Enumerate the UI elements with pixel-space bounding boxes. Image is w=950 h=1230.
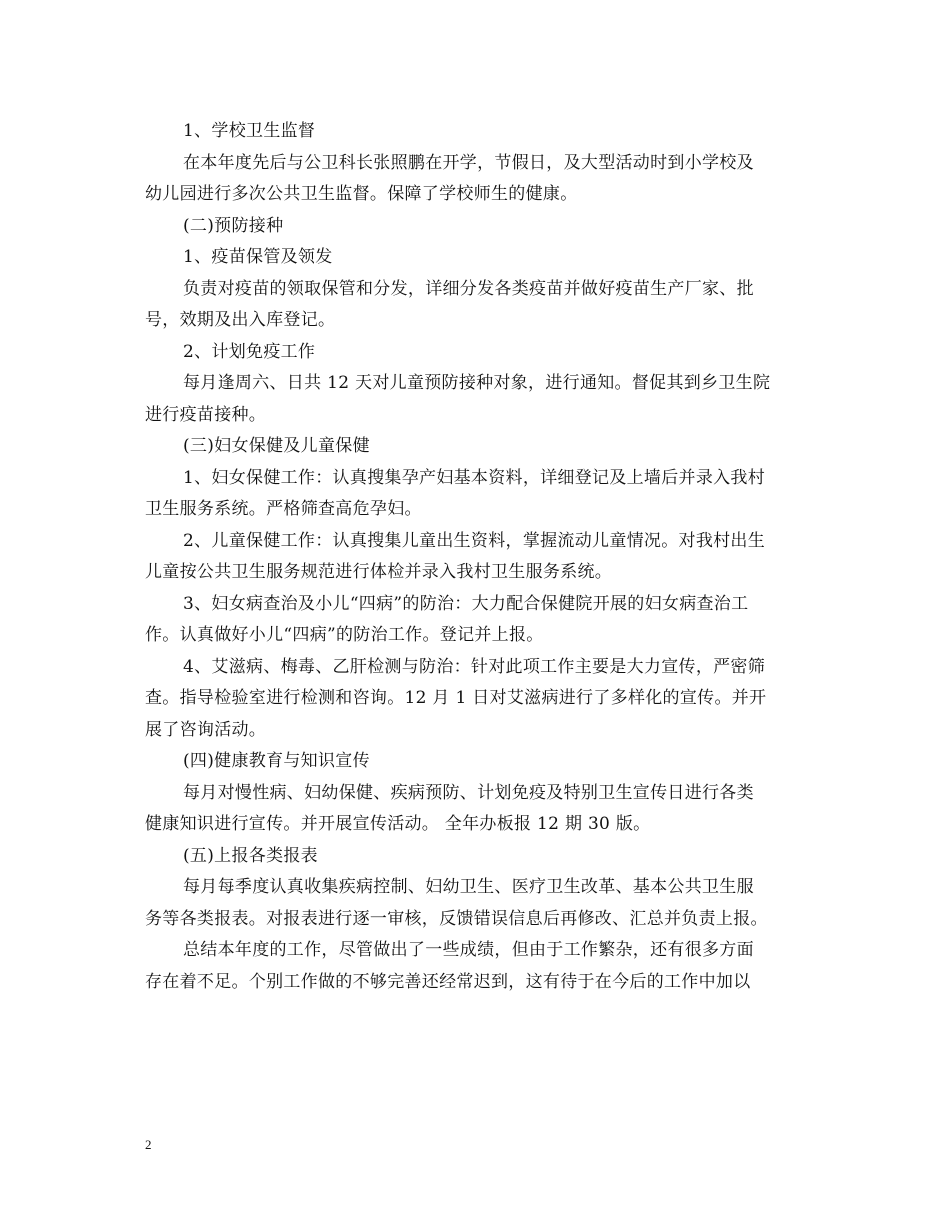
text-line: 总结本年度的工作，尽管做出了一些成绩，但由于工作繁杂，还有很多方面 — [183, 940, 754, 960]
text-line: 4、艾滋病、梅毒、乙肝检测与防治：针对此项工作主要是大力宣传，严密筛 — [183, 656, 766, 677]
text-line: 2、儿童保健工作：认真搜集儿童出生资料，掌握流动儿童情况。对我村出生 — [183, 530, 766, 551]
text-line: 进行疫苗接种。 — [145, 404, 267, 425]
text-line: 儿童按公共卫生服务规范进行体检并录入我村卫生服务系统。 — [145, 562, 613, 582]
text-line: 卫生服务系统。严格筛查高危孕妇。 — [145, 499, 422, 519]
text-line: 1、疫苗保管及领发 — [183, 247, 333, 267]
text-line: 展了咨询活动。 — [145, 719, 267, 740]
text-line: (四)健康教育与知识宣传 — [183, 751, 370, 771]
text-line: 健康知识进行宣传。并开展宣传活动。 全年办板报 12 期 30 版。 — [145, 814, 651, 834]
text-line: 3、妇女病查治及小儿“四病”的防治：大力配合保健院开展的妇女病查治工 — [183, 593, 749, 614]
text-line: 存在着不足。个别工作做的不够完善还经常迟到，这有待于在今后的工作中加以 — [145, 971, 751, 992]
text-line: (二)预防接种 — [183, 215, 284, 236]
text-line: 务等各类报表。对报表进行逐一审核，反馈错误信息后再修改、汇总并负责上报。 — [145, 908, 768, 929]
text-line: 号，效期及出入库登记。 — [145, 310, 336, 330]
text-line: 每月每季度认真收集疾病控制、妇幼卫生、医疗卫生改革、基本公共卫生服 — [183, 877, 754, 897]
document-body — [145, 116, 809, 998]
text-line: 1、妇女保健工作：认真搜集孕产妇基本资料，详细登记及上墙后并录入我村 — [183, 467, 766, 488]
text-line: (三)妇女保健及儿童保健 — [183, 436, 370, 456]
text-line: (五)上报各类报表 — [183, 845, 318, 866]
text-line: 1、学校卫生监督 — [183, 121, 316, 141]
text-line: 每月对慢性病、妇幼保健、疾病预防、计划免疫及特别卫生宣传日进行各类 — [183, 782, 754, 803]
text-line: 2、计划免疫工作 — [183, 341, 316, 362]
text-line: 每月逢周六、日共 12 天对儿童预防接种对象，进行通知。督促其到乡卫生院 — [183, 373, 771, 393]
text-line: 负责对疫苗的领取保管和分发，详细分发各类疫苗并做好疫苗生产厂家、批 — [183, 278, 754, 299]
text-line: 在本年度先后与公卫科长张照鹏在开学，节假日，及大型活动时到小学校及 — [183, 152, 754, 173]
text-line: 查。指导检验室进行检测和咨询。12 月 1 日对艾滋病进行了多样化的宣传。并开 — [145, 688, 767, 708]
text-line: 作。认真做好小儿“四病”的防治工作。登记并上报。 — [145, 625, 544, 645]
page-number: 2 — [145, 1137, 152, 1152]
text-line: 幼儿园进行多次公共卫生监督。保障了学校师生的健康。 — [145, 184, 578, 204]
